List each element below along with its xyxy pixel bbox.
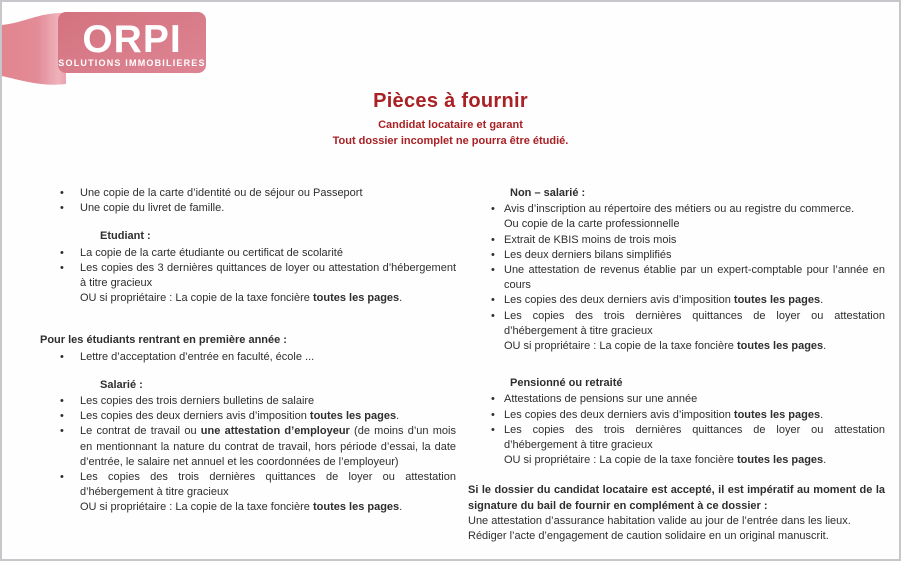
orpi-logo [2,2,214,90]
bullet-icon: • [491,423,495,436]
left-column [40,186,456,516]
list-item: • Les deux derniers bilans simplifiés [468,248,885,263]
list-item: • Une attestation de revenus établie par un expert-comptable pour l’année en cours [468,263,885,293]
bullet-icon: • [60,471,64,484]
bullet-icon: • [491,203,495,216]
bullet-icon: • [491,233,495,246]
bullet-icon: • [491,294,495,307]
bullet-icon: • [491,264,495,277]
bullet-icon: • [491,408,495,421]
subtitle-audience: Candidat locataire et garant [378,119,523,131]
bullet-icon: • [491,248,495,261]
list-item: • Le contrat de travail ou une attestation d’employeur (de moins d’un mois en mentionnant la nature du contrat de travail, hors période d’essai, la date d’entrée, le salaire net annuel et les coordonnées de l’employeur) [40,424,456,470]
list-item: • Une copie de la carte d’identité ou de séjour ou Passeport [40,186,456,201]
logo-tagline-text: SOLUTIONS IMMOBILIERES [58,58,206,68]
heading-premiere-annee: Pour les étudiants rentrant en première année : [40,334,287,347]
bullet-icon: • [60,246,64,259]
etudiant-list [40,246,456,307]
salarie-list [40,394,456,516]
list-item: • La copie de la carte étudiante ou certificat de scolarité [40,246,456,261]
logo-brand-text: ORPI [82,18,182,61]
orpi-logo-graphic [2,2,214,90]
list-item: • Lettre d’acceptation d’entrée en faculté, école ... [40,350,456,365]
document-header [2,90,899,148]
list-item: • Les copies des trois dernières quittances de loyer ou attestation d’hébergement à titre gracieux OU si propriétaire : La copie de la taxe foncière toutes les pages. [468,423,885,469]
bullet-icon: • [60,187,64,199]
premiere-annee-list [40,350,456,365]
bullet-icon: • [60,261,64,274]
non-salarie-list [468,202,885,354]
list-item: • Les copies des 3 dernières quittances de loyer ou attestation d’hébergement à titre gracieux OU si propriétaire : La copie de la taxe foncière toutes les pages. [40,261,456,307]
list-item: • Une copie du livret de famille. [40,201,456,216]
identity-documents-list [40,186,456,216]
list-item: • Les copies des deux derniers avis d’imposition toutes les pages. [468,408,885,423]
list-item: • Les copies des deux derniers avis d’imposition toutes les pages. [40,409,456,424]
list-item: • Les copies des trois dernières quittances de loyer ou attestation d’hébergement à titre gracieux OU si propriétaire : La copie de la taxe foncière toutes les pages. [40,470,456,516]
bullet-icon: • [60,410,64,423]
heading-salarie: Salarié : [100,378,143,391]
pensionne-list [468,392,885,468]
list-item: • Avis d’inscription au répertoire des métiers ou au registre du commerce. Ou copie de la carte professionnelle [468,202,885,232]
bullet-icon: • [60,395,64,408]
bullet-icon: • [491,309,495,322]
heading-non-salarie: Non – salarié : [510,187,586,199]
heading-pensionne: Pensionné ou retraité [510,377,623,390]
list-item: • Extrait de KBIS moins de trois mois [468,233,885,248]
list-item: • Attestations de pensions sur une année [468,392,885,407]
heading-etudiant: Etudiant : [100,230,151,243]
subtitle-warning: Tout dossier incomplet ne pourra être étudié. [332,135,569,147]
list-item: • Les copies des trois dernières quittances de loyer ou attestation d’hébergement à titre gracieux OU si propriétaire : La copie de la taxe foncière toutes les pages. [468,309,885,355]
right-column [468,186,885,544]
page-title: Pièces à fournir [373,90,528,112]
bullet-icon: • [60,202,64,215]
closing-paragraph: Si le dossier du candidat locataire est accepté, il est impératif au moment de la signature du bail de fournir en complément à ce dossier : Une attestation d’assurance habitation valide au jour de l’entrée dans les lieux. Rédiger l’acte d’engagement de caution solidaire en un original manuscrit. [468,484,885,543]
bullet-icon: • [491,393,495,406]
list-item: • Les copies des trois derniers bulletins de salaire [40,394,456,409]
bullet-icon: • [60,425,64,438]
list-item: • Les copies des deux derniers avis d’imposition toutes les pages. [468,293,885,308]
bullet-icon: • [60,350,64,363]
logo-ribbon-tail [2,13,66,85]
